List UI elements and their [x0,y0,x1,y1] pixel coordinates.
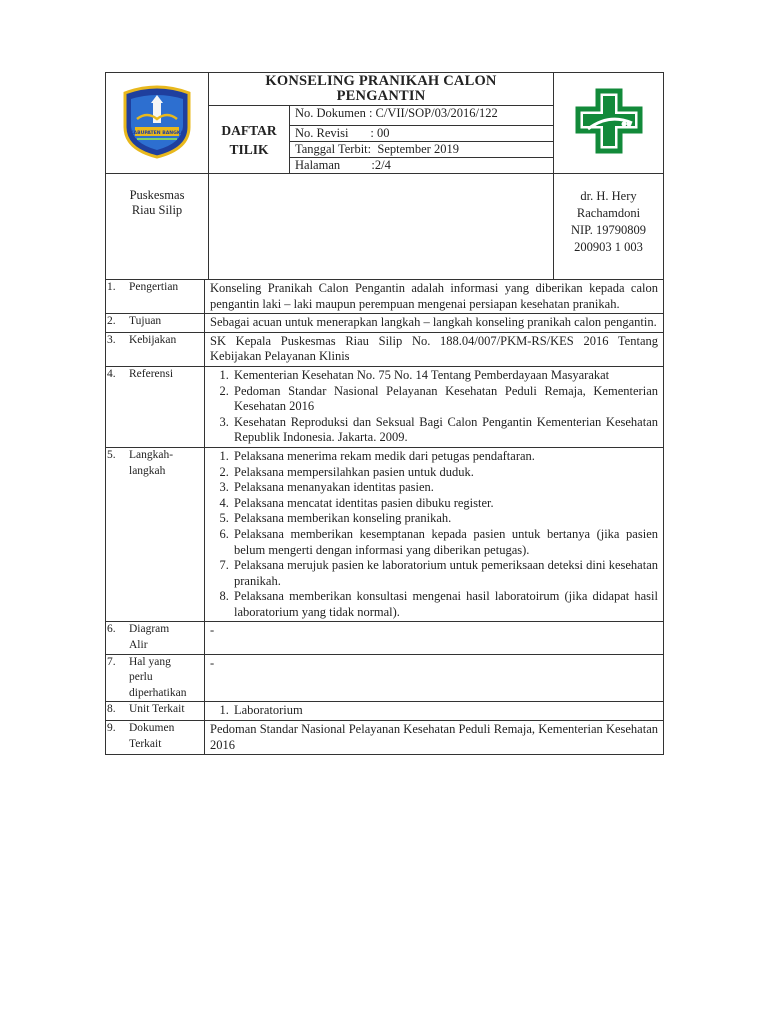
table-row [106,314,664,333]
row-label-cell [106,366,205,447]
title-line2: PENGANTIN [336,88,426,104]
row-label-cell [106,280,205,314]
list-item: 4. Pelaksana mencatat identitas pasien dibuku register. [232,496,658,512]
row-label: Pengertian [129,281,179,293]
row-number: 4. [107,367,116,380]
row-content [205,447,664,622]
table-row [106,332,664,366]
row-label-cell [106,702,205,721]
list-item: 3. Kesehatan Reproduksi dan Seksual Bagi Calon Pengantin Kementerian Kesehatan Republik Indonesia. Jakarta. 2009. [232,415,658,446]
table-row [106,447,664,622]
list-item: 7. Pelaksana merujuk pasien ke laboratorium untuk pemeriksaan deteksi dini kesehatan pranikah. [232,558,658,589]
row-number: 9. [107,722,116,735]
row-number: 5. [107,448,116,461]
row-content [205,702,664,721]
row-content: SK Kepala Puskesmas Riau Silip No. 188.04/007/PKM-RS/KES 2016 Tentang Kebijakan Pelayanan Klinis [205,332,664,366]
row-label: Unit Terkait [129,703,185,716]
row-number: 8. [107,703,116,716]
doc-number: No. Dokumen : C/VII/SOP/03/2016/122 [290,106,554,126]
left-logo-cell [106,73,209,174]
row-content [205,366,664,447]
row-content: Konseling Pranikah Calon Pengantin adalah informasi yang diberikan kepada calon pengantin laki – laki maupun perempuan mengenai persiapan kesehatan pranikah. [205,280,664,314]
row-label: Hal yang perlu diperhatikan [129,655,187,699]
doc-type-line1: DAFTAR [221,122,277,138]
signer-name-line1: dr. H. Hery [580,189,637,203]
row-label-cell [106,622,205,654]
signer-cell [554,174,664,280]
table-row [106,366,664,447]
table-row [106,721,664,755]
row-content: Pedoman Standar Nasional Pelayanan Kesehatan Peduli Remaja, Kementerian Kesehatan 2016 [205,721,664,755]
list-item: 1. Kementerian Kesehatan No. 75 No. 14 Tentang Pemberdayaan Masyarakat [232,368,658,384]
row-label: Referensi [129,367,174,380]
table-row [106,654,664,702]
row-label: Diagram Alir [129,623,170,652]
row-label-cell [106,447,205,622]
row-label: Kebijakan [129,333,177,346]
signer-name-line2: Rachamdoni [576,206,641,220]
puskesmas-green-cross-logo-icon [566,83,652,159]
list-item: 8. Pelaksana memberikan konsultasi mengenai hasil laboratoirum (jika didapat hasil laboratorium yang tidak normal). [232,589,658,620]
reference-list [210,368,658,446]
signer-nip-line1: NIP. 19790809 [570,223,646,237]
doc-type-cell [209,106,290,174]
blank-cell [209,174,554,280]
org-line1: Puskesmas [129,188,185,202]
title-line1: KONSELING PRANIKAH CALON [265,73,497,89]
row-number: 6. [107,623,116,636]
list-item: 1. Pelaksana menerima rekam medik dari petugas pendaftaran. [232,449,658,465]
organization-cell [106,174,209,280]
row-number: 7. [107,655,116,668]
sop-content-table [105,279,664,755]
row-label: Dokumen Terkait [129,722,175,750]
org-line2: Riau Silip [131,203,183,217]
list-item: 6. Pelaksana memberikan kesemptanan kepada pasien untuk bertanya (jika pasien belum mengerti dengan informasi yang diberikan petugas). [232,527,658,558]
row-label: Langkah- langkah [129,448,174,477]
page-number: Halaman :2/4 [290,158,554,174]
row-content: Sebagai acuan untuk menerapkan langkah – langkah konseling pranikah calon pengantin. [205,314,664,333]
doc-type-line2: TILIK [229,141,269,157]
row-content: - [205,622,664,654]
list-item: 3. Pelaksana menanyakan identitas pasien. [232,480,658,496]
unit-list [210,703,658,719]
list-item: 2. Pedoman Standar Nasional Pelayanan Kesehatan Peduli Remaja, Kementerian Kesehatan 2016 [232,384,658,415]
right-logo-cell [554,73,664,174]
table-row [106,622,664,654]
list-item: 5. Pelaksana memberikan konseling pranikah. [232,511,658,527]
table-row [106,702,664,721]
row-label: Tujuan [129,315,162,328]
regency-shield-emblem-icon [117,83,197,159]
row-label-cell [106,332,205,366]
row-number: 3. [107,333,116,346]
row-number: 1. [107,281,116,293]
signer-nip-line2: 200903 1 003 [574,240,643,254]
document-title [209,73,554,106]
list-item: 2. Pelaksana mempersilahkan pasien untuk duduk. [232,465,658,481]
list-item: 1. Laboratorium [232,703,658,719]
left-logo-text: KABUPATEN BANGKA [130,130,184,136]
steps-list [210,449,658,621]
row-label-cell [106,721,205,755]
row-content: - [205,654,664,702]
row-label-cell [106,314,205,333]
issue-date: Tanggal Terbit: September 2019 [290,142,554,158]
sop-header-table [105,72,664,280]
table-row [106,280,664,314]
row-number: 2. [107,315,116,328]
row-label-cell [106,654,205,702]
revision: No. Revisi : 00 [290,126,554,142]
